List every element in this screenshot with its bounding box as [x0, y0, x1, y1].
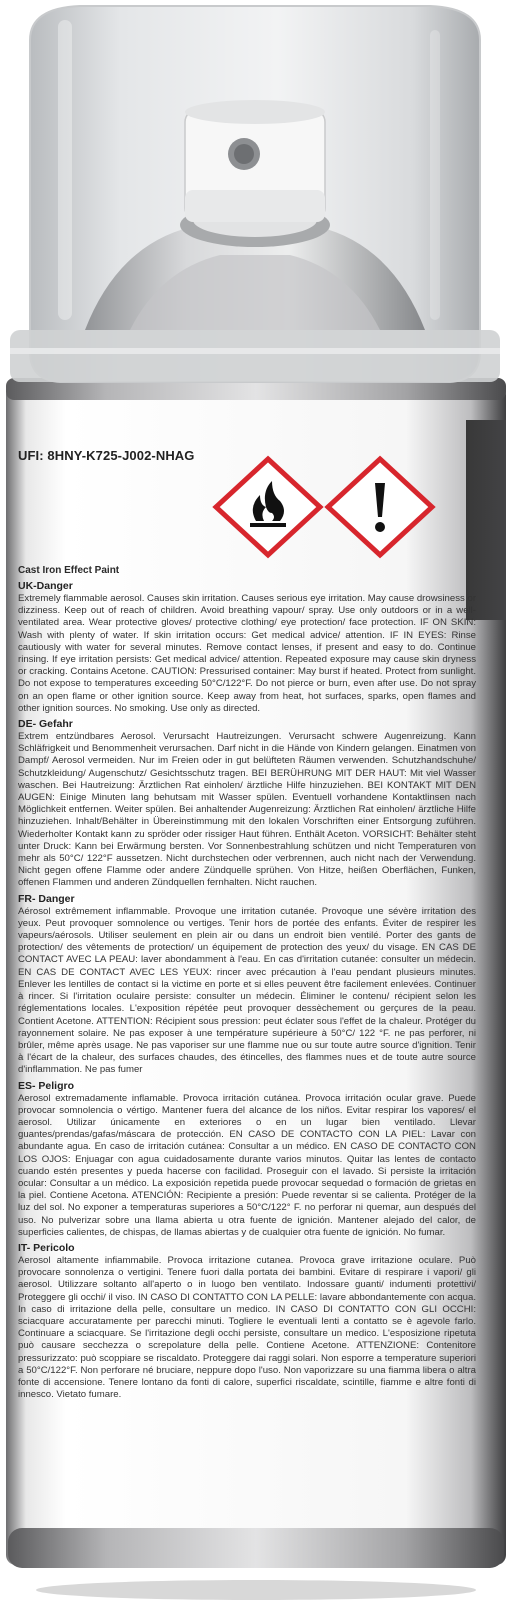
hazard-pictograms [210, 455, 460, 560]
section-heading-uk: UK-Danger [18, 580, 73, 592]
section-text-uk: Extremely flammable aerosol. Causes skin irritation. Causes serious eye irritation. May cause drowsiness or dizziness. Keep out of reach of children. Avoid breathing vapour/ spray. Use only outdoors or in a well-ventilated area. Wear protective gloves/ protective clothing/ eye protection/ face protection. IF ON SKIN: Wash with plenty of water. If skin irritation occurs: Get medical advice/ attention. IF IN EYES: Rinse cautiously with water for several minutes. Remove contact lenses, if present and easy to do. Continue rinsing. If eye irritation persists: Get medical advice/ attention. Repeated exposure may cause skin dryness or cracking. Contains Acetone. CAUTION: Pressurised container: May burst if heated. Protect from sunlight. Do not expose to temperatures exceeding 50°C/122°F. Do not pierce or burn, even after use. Do not spray on an open flame or other ignition source. Keep away from heat, hot surfaces, sparks, open flames and other ignition sources. No smoking. Use only as directed. [18, 593, 477, 714]
section-heading-fr: FR- Danger [18, 892, 75, 905]
section-text-it: Aerosol altamente infiammabile. Provoca irritazione cutanea. Provoca grave irritazione oculare. Può provocare sonnolenza o vertigini. Tenere fuori dalla portata dei bambini. Evitare di respirare i vapori/ gli aerosol. Utilizzare soltanto all'aperto o in luogo ben ventilato. Indossare guanti/ indumenti protettivi/ Proteggere gli occhi/ il viso. IN CASO DI CONTATTO CON LA PELLE: lavare abbondantemente con acqua. In caso di irritazione della pelle, consultare un medico. IN CASO DI CONTATTO CON GLI OCCHI: sciacquare accuratamente per parecchi minuti. Togliere le eventuali lenti a contatto se è agevole farlo. Continuare a sciacquare. Se l'irritazione degli occhi persiste, consultare un medico. L'esposizione ripetuta può causare secchezza o screpolature della pelle. Contiene Acetone. ATTENZIONE: Contenitore pressurizzato: può scoppiare se riscaldato. Proteggere dai raggi solari. Non esporre a temperature superiori a 50°C/122°F. Non perforare né bruciare, neppure dopo l'uso. Non vaporizzare su una fiamma libera o altra fonte di accensione. Tenere lontano da fonti di calore, superfici riscaldate, scintille, fiamme e altre fonti di innesco. Vietato fumare. [18, 1254, 476, 1401]
section-text-fr: Aérosol extrêmement inflammable. Provoque une irritation cutanée. Provoque une sévère irritation des yeux. Peut provoquer somnolence ou vertiges. Tenir hors de portée des enfants. Éviter de respirer les vapeurs/aérosols. Utiliser seulement en plein air ou dans un endroit bien ventilé. Porter des gants de protection/ des vêtements de protection/ un équipement de protection des yeux/ du visage. EN CAS DE CONTACT AVEC LA PEAU: laver abondamment à l'eau. En cas d'irritation cutanée: consulter un médecin. EN CAS DE CONTACT AVEC LES YEUX: rincer avec précaution à l'eau pendant plusieurs minutes. Enlever les lentilles de contact si la victime en porte et si elles peuvent être facilement enlevées. Continuer à rincer. Si l'irritation oculaire persiste: consulter un médecin. Éliminer le contenu/ récipient selon les réglementations locales. L'exposition répétée peut provoquer dessèchement ou gerçures de la peau. Contient Acetone. ATTENTION: Récipient sous pression: peut éclater sous l'effet de la chaleur. Protéger du rayonnement solaire. Ne pas exposer à une température supérieure à 50°C/ 122 °F. ne pas perforer, ni brûler, même après usage. Ne pas vaporiser sur une flamme nue ou sur toute autre source d'ignition. Tenir à l'écart de la chaleur, des surfaces chaudes, des étincelles, des flammes nues et de toute autre source d'inflammation. Ne pas fumer [18, 905, 476, 1076]
section-text-de: Extrem entzündbares Aerosol. Verursacht Hautreizungen. Verursacht schwere Augenreizung. Kann Schläfrigkeit und Benommenheit verursachen. Darf nicht in die Hände von Kindern gelangen. Einatmen von Dampf/ Aerosol vermeiden. Nur im Freien oder in gut belüfteten Räumen verwenden. Schutzhandschuhe/ Schutzkleidung/ Augenschutz/ Gesichtsschutz tragen. BEI BERÜHRUNG MIT DER HAUT: Mit viel Wasser waschen. Bei Hautreizung: Ärztlichen Rat einholen/ ärztliche Hilfe hinzuziehen. BEI KONTAKT MIT DEN AUGEN: Einige Minuten lang behutsam mit Wasser spülen. Eventuell vorhandene Kontaktlinsen nach Möglichkeit entfernen. Weiter spülen. Bei anhaltender Augenreizung: Ärztlichen Rat einholen/ ärztliche Hilfe hinzuziehen. Inhalt/Behälter in Übereinstimmung mit den lokalen Vorschriften einer Entsorgung zuführen. Wiederholter Kontakt kann zu spröder oder rissiger Haut führen. Enthält Aceton. VORSICHT: Behälter steht unter Druck: Kann bei Erwärmung bersten. Vor Sonnenbestrahlung schützen und nicht Temperaturen von mehr als 50°C/ 122°F aussetzen. Nicht durchstechen oder verbrennen, auch nicht nach der Verwendung. Nicht gegen offene Flamme oder andere Zündquelle sprühen. Von Hitze, heißen Oberflächen, Funken, offenen Flammen und anderen Zündquellen fernhalten. Nicht rauchen. [18, 731, 476, 889]
exclamation-icon [328, 459, 432, 555]
section-heading-de: DE- Gefahr [18, 718, 73, 731]
label-text-block [18, 565, 476, 1404]
section-heading-it: IT- Pericolo [18, 1241, 75, 1254]
product-name: Cast Iron Effect Paint [18, 565, 120, 576]
section-heading-es: ES- Peligro [18, 1079, 75, 1092]
flame-icon [216, 459, 320, 555]
section-text-es: Aerosol extremadamente inflamable. Provoca irritación cutánea. Provoca irritación ocular grave. Puede provocar somnolencia o vértigo. Mantener fuera del alcance de los niños. Evitar respirar los vapores/ el aerosol. Utilizar únicamente en exteriores o en un lugar bien ventilado. Llevar guantes/prendas/gafas/máscara de protección. EN CASO DE CONTACTO CON LA PIEL: Lavar con abundante agua. En caso de irritación cutánea: Consultar a un médico. EN CASO DE CONTACTO CON LOS OJOS: Enjuagar con agua cuidadosamente durante varios minutos. Quitar las lentes de contacto cuando estén presentes y pueda hacerse con facilidad. Proseguir con el lavado. Si persiste la irritación ocular: Consultar a un médico. La exposición repetida puede provocar sequedad o formación de grietas en la piel. Contiene Acetona. ATENCIÓN: Recipiente a presión: Puede reventar si se calienta. Protéger de la luz del sol. No exponer a temperaturas superiores a 50°C/122° F. no perforar ni quemar, aun después del uso. No pulverizar sobre una llama abierta u otra fuente de ignición. Mantener alejado del calor, de superficies calientes, de chispas, de llamas abiertas y de cualquier otra fuente de ignición. No fumar. [18, 1092, 476, 1238]
ufi-code: UFI: 8HNY-K725-J002-NHAG [18, 448, 195, 463]
